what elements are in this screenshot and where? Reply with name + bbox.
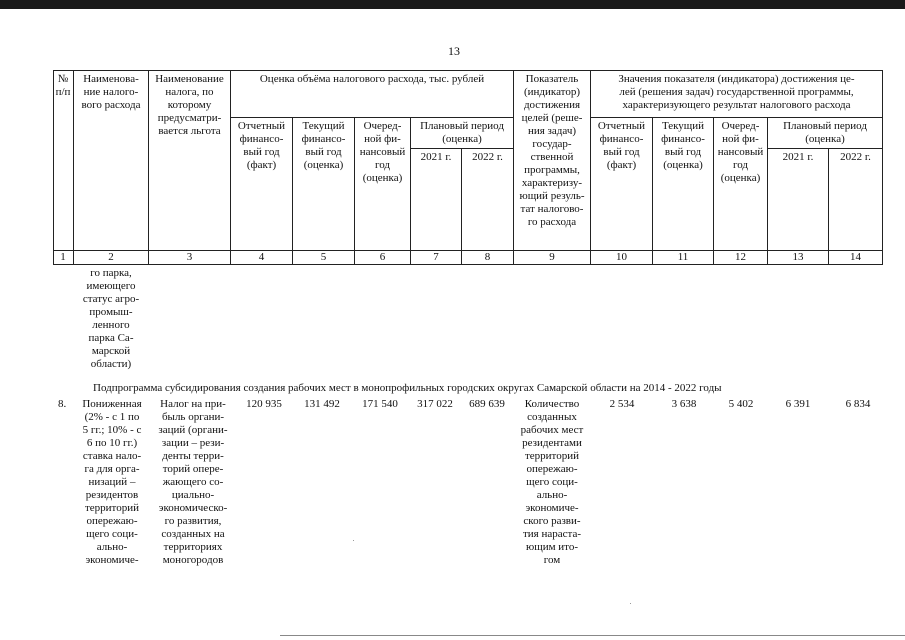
value-current-year: 131 492 (304, 398, 340, 410)
header-col-reported: Отчетный финансо- вый год (факт) (237, 120, 286, 171)
col-num-8: 8 (484, 251, 491, 263)
indicator-value-next: 5 402 (728, 398, 754, 410)
header-col-number: № п/п (55, 73, 71, 98)
indicator-cell: Количество созданных рабочих мест резидентами территорий опережаю- щего соци- ально- экономиче- ского разви- тия нараста- ющим ито- гом (520, 398, 584, 566)
indicator-value-reported: 2 534 (609, 398, 635, 410)
header-year-2021-2: 2021 г. (782, 151, 814, 163)
indicator-value-current: 3 638 (671, 398, 697, 410)
indicator-value-2022: 6 834 (845, 398, 871, 410)
scan-top-border (0, 0, 905, 9)
header-group-estimate: Оценка объёма налогового расхода, тыс. рублей (259, 73, 485, 85)
col-num-3: 3 (186, 251, 193, 263)
benefit-name-cell: Пониженная (2% - с 1 по 5 гг.; 10% - с 6 по 10 гг.) ставка нало- га для орга- низаций – резидентов территорий опережаю- щего соци- ально- экономиче- (82, 398, 142, 566)
value-2022: 689 639 (469, 398, 505, 410)
header-group-values: Значения показателя (индикатора) достижения це- лей (решения задач) государственной программы, характеризующего результат налогового расхода (618, 73, 855, 111)
col-num-4: 4 (258, 251, 265, 263)
continuation-cell-text: го парка, имеющего статус агро- промыш- ленного парка Са- марской области) (82, 267, 140, 370)
header-col-current: Текущий финансо- вый год (оценка) (301, 120, 346, 171)
header-col-next: Очеред- ной фи- нансовый год (оценка) (359, 120, 406, 184)
page-number: 13 (448, 44, 460, 58)
col-num-2: 2 (108, 251, 114, 263)
tax-name-cell: Налог на при- быль органи- заций (органи- зации – рези- денты терри- торий опере- жающего со- циально- экономическо- го развития, созданных на территориях моногородов (158, 398, 228, 566)
value-reported-year: 120 935 (246, 398, 282, 410)
col-num-5: 5 (320, 251, 327, 263)
header-col-name: Наименова- ние налого- вого расхода (81, 73, 141, 111)
header-planning-period-2: Плановый период (оценка) (783, 120, 867, 145)
col-num-10: 10 (616, 251, 627, 263)
header-col-indicator: Показатель (индикатор) достижения целей (реше- ния задач) государ- ственной программы, характеризу- ющий резуль- тат налогово- го расхода (519, 73, 585, 228)
header-col-tax: Наименование налога, по которому предусматри- вается льгота (155, 73, 224, 137)
scan-bottom-edge (280, 635, 905, 636)
scan-speck (630, 603, 631, 604)
col-num-13: 13 (792, 251, 804, 263)
header-col-reported-2: Отчетный финансо- вый год (факт) (597, 120, 646, 171)
header-year-2021: 2021 г. (420, 151, 452, 163)
col-num-9: 9 (549, 251, 555, 263)
col-num-12: 12 (735, 251, 746, 263)
indicator-value-2021: 6 391 (785, 398, 811, 410)
col-num-11: 11 (677, 251, 689, 263)
col-num-7: 7 (433, 251, 439, 263)
subprogram-title: Подпрограмма субсидирования создания рабочих мест в монопрофильных городских округах Самарской области на 2014 - 2022 годы (93, 382, 722, 394)
col-num-14: 14 (850, 251, 861, 263)
value-next-year: 171 540 (362, 398, 398, 410)
col-num-1: 1 (60, 251, 66, 263)
value-2021: 317 022 (417, 398, 453, 410)
row-number: 8. (58, 398, 67, 410)
scan-speck (353, 540, 354, 541)
header-planning-period: Плановый период (оценка) (420, 120, 504, 145)
col-num-6: 6 (379, 251, 386, 263)
header-col-next-2: Очеред- ной фи- нансовый год (оценка) (717, 120, 764, 184)
header-year-2022: 2022 г. (472, 151, 503, 163)
header-year-2022-2: 2022 г. (840, 151, 871, 163)
header-col-current-2: Текущий финансо- вый год (оценка) (661, 120, 705, 171)
